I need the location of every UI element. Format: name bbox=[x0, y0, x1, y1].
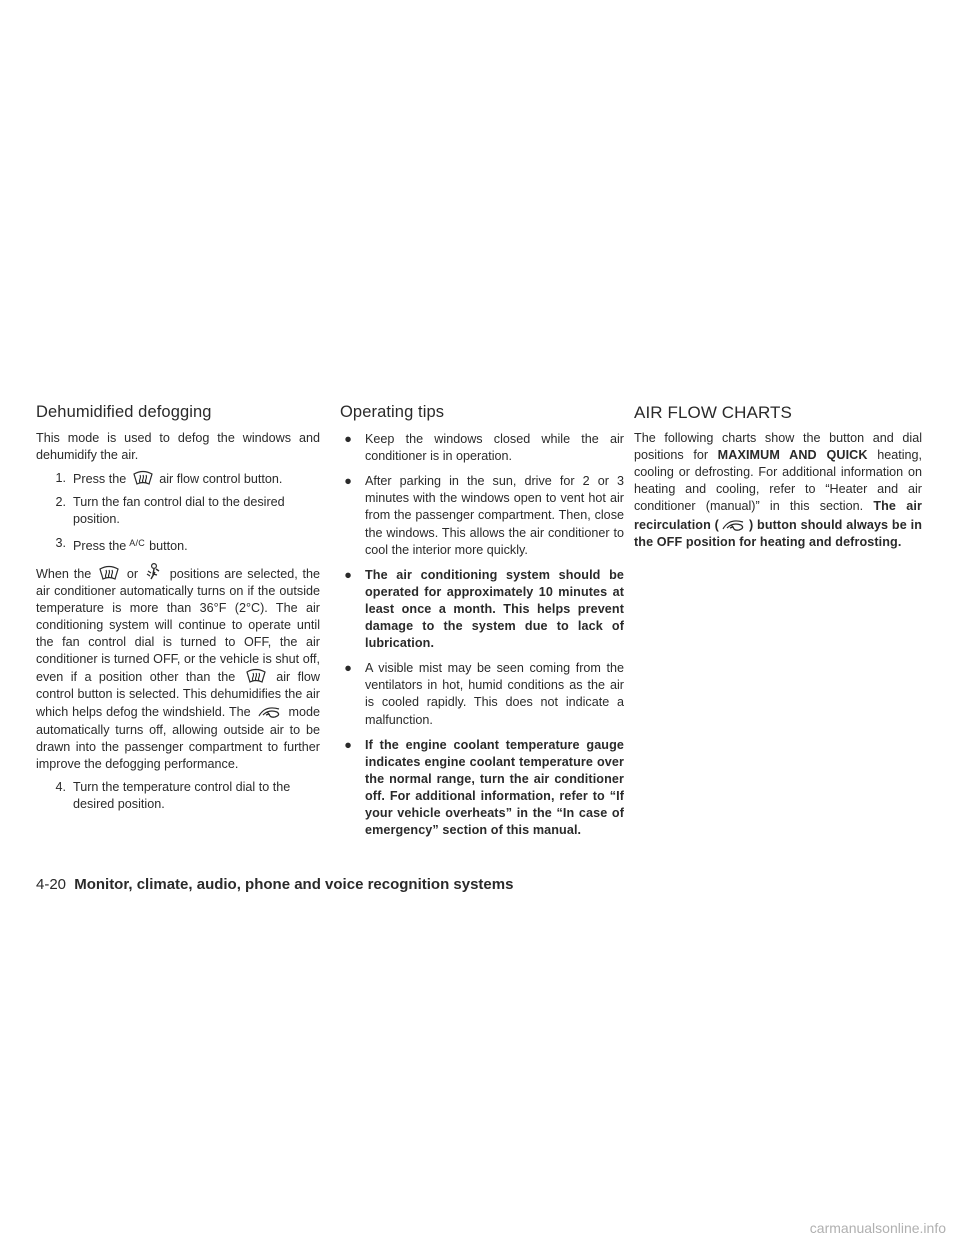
air-flow-text-1: The following charts show the button and dial positions for bbox=[634, 431, 922, 463]
column-dehumidified-defogging bbox=[36, 404, 320, 819]
list-item bbox=[340, 737, 624, 840]
list-item-text: A visible mist may be seen coming from the ventilators in hot, humid conditions as the air is cooled rapidly. This does not indicate a malfunction. bbox=[365, 661, 624, 727]
windshield-defrost-icon bbox=[245, 668, 267, 684]
intro-paragraph: This mode is used to defog the windows and dehumidify the air. bbox=[36, 431, 320, 463]
para-text-2: or bbox=[126, 566, 139, 581]
bullet-icon: ● bbox=[344, 567, 352, 582]
air-recirculation-icon bbox=[257, 703, 283, 719]
column-operating-tips bbox=[340, 404, 624, 847]
bullet-icon: ● bbox=[344, 474, 352, 489]
step-number: 2. bbox=[55, 495, 66, 510]
list-item bbox=[340, 660, 624, 728]
defogging-paragraph bbox=[36, 563, 320, 773]
para-text-3: positions are selected, the air conditioner automatically turns on if the outside temperature is more than 36°F (2°C). The air conditioning system will continue to operate until the fan control dial is turned to OFF, the air conditioner is turned OFF, or the vehicle is shut off, even if a position other than the bbox=[36, 566, 321, 685]
section-heading-air-flow-charts: AIR FLOW CHARTS bbox=[634, 403, 792, 422]
step-text-pre: Press the bbox=[73, 538, 127, 553]
bullet-icon: ● bbox=[344, 661, 352, 676]
windshield-defrost-icon bbox=[132, 470, 154, 486]
list-item-text: After parking in the sun, drive for 2 or 3 minutes with the windows open to vent hot air from the passenger compartment. Then, close the windows. This allows the air conditioner to cool the interior more quickly. bbox=[365, 474, 624, 557]
bullet-icon: ● bbox=[344, 432, 352, 447]
page-footer bbox=[36, 876, 513, 893]
step-2 bbox=[36, 494, 320, 528]
step-text: Turn the fan control dial to the desired position. bbox=[73, 495, 285, 527]
list-item bbox=[340, 473, 624, 558]
para-text-5: mode automatically turns off, allowing outside air to be drawn into the passenger compartment to further improve the defogging performance. bbox=[36, 705, 321, 771]
air-flow-bold-1: MAXIMUM AND QUICK bbox=[717, 448, 868, 463]
step-text: Turn the temperature control dial to the desired position. bbox=[73, 779, 291, 811]
ac-button-label: A/C bbox=[129, 537, 146, 548]
bullet-icon: ● bbox=[344, 737, 352, 752]
step-number: 3. bbox=[55, 535, 66, 550]
air-flow-text-2: heating, cooling or defrosting. For additional information on heating and cooling, refer to “Heater and air conditioner (manual)” in this section. bbox=[634, 448, 923, 514]
step-text-post: button. bbox=[149, 538, 188, 553]
para-text-1: When the bbox=[36, 566, 92, 581]
operating-tips-list bbox=[340, 431, 624, 839]
column-air-flow-charts bbox=[634, 404, 922, 551]
step-text-post: air flow control button. bbox=[159, 472, 283, 487]
step-number: 1. bbox=[55, 471, 66, 486]
windshield-defrost-icon bbox=[98, 565, 120, 581]
page-number: 4-20 bbox=[36, 876, 67, 893]
foot-defrost-icon bbox=[145, 563, 163, 581]
step-number: 4. bbox=[55, 779, 66, 794]
air-flow-bold-3: ) button should always be in the OFF position for heating and defrosting. bbox=[634, 517, 923, 549]
list-item-text: If the engine coolant temperature gauge indicates engine coolant temperature over the normal range, turn the air conditioner off. For additional information, refer to “If your vehicle overheats” in the “In case of emergency” section of this manual. bbox=[365, 737, 624, 838]
para-text-4: air flow control button is selected. This dehumidifies the air which helps defog the windshield. The bbox=[36, 670, 321, 720]
chapter-title: Monitor, climate, audio, phone and voice recognition systems bbox=[74, 876, 514, 893]
list-item-text: The air conditioning system should be operated for approximately 10 minutes at least once a month. This helps prevent damage to the system due to lack of lubrication. bbox=[365, 567, 624, 651]
air-flow-bold-2: The air recirculation ( bbox=[634, 499, 923, 532]
list-item bbox=[340, 431, 624, 465]
air-flow-charts-paragraph bbox=[634, 430, 922, 551]
step-4 bbox=[36, 779, 320, 813]
section-heading-operating-tips: Operating tips bbox=[340, 403, 445, 421]
step-text-pre: Press the bbox=[73, 472, 127, 487]
air-recirculation-icon bbox=[721, 516, 747, 532]
step-3 bbox=[36, 535, 320, 555]
section-heading-dehumidified-defogging: Dehumidified defogging bbox=[36, 403, 212, 421]
list-item bbox=[340, 567, 624, 652]
watermark: carmanualsonline.info bbox=[809, 1220, 946, 1236]
step-1 bbox=[36, 470, 320, 488]
list-item-text: Keep the windows closed while the air conditioner is in operation. bbox=[365, 432, 624, 464]
